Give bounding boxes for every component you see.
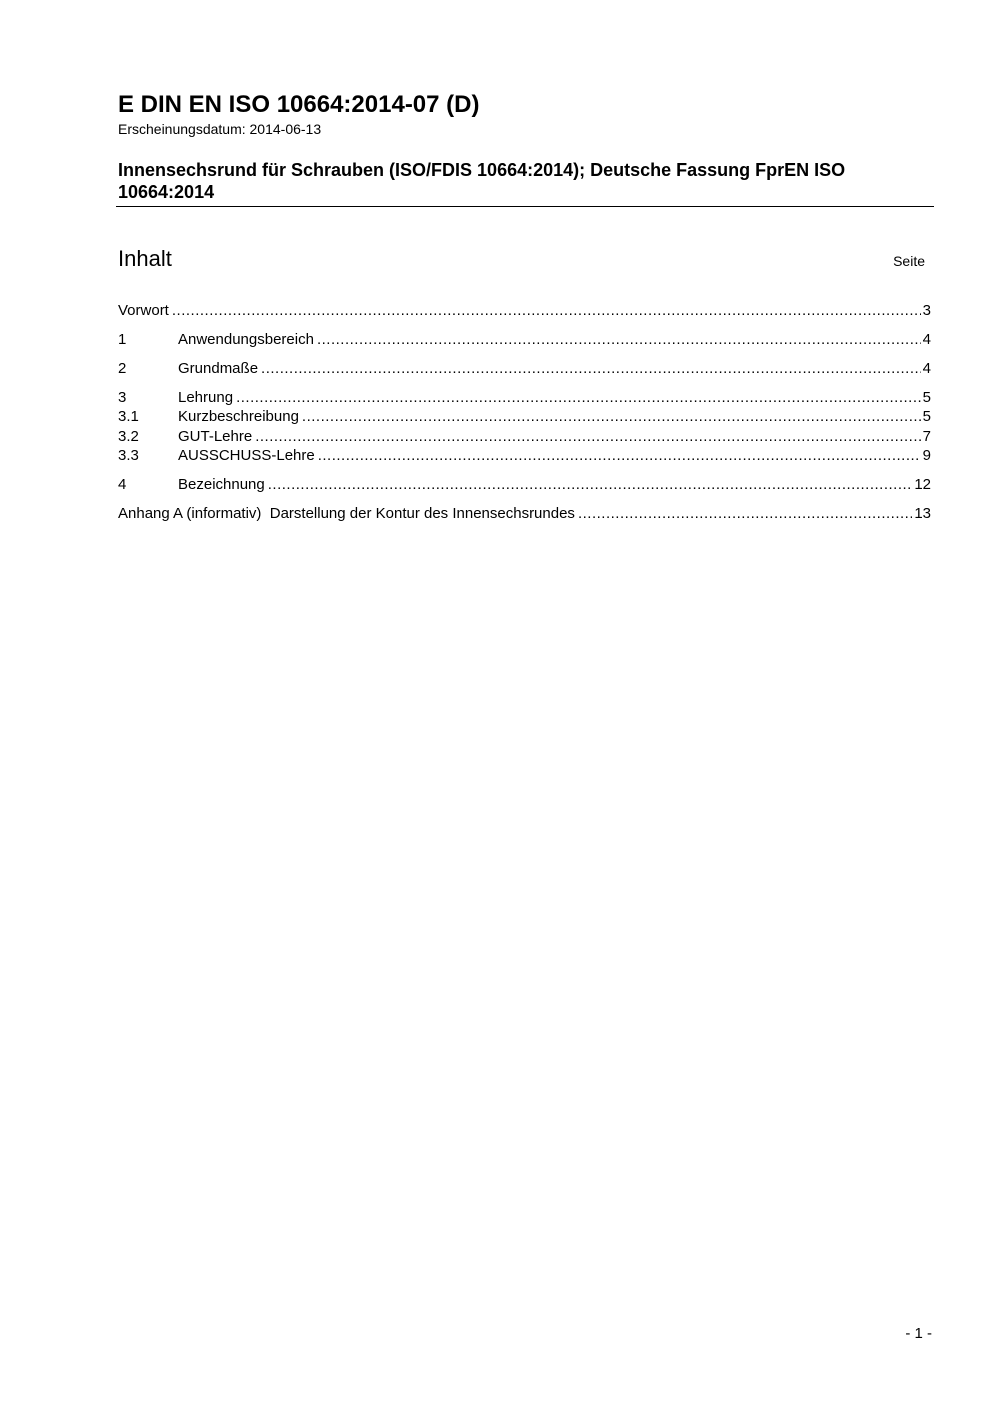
toc-page-column-heading: Seite [893,253,925,269]
toc-dot-leader [317,331,921,349]
toc-entry-page: 3 [922,302,931,319]
toc-entry-number: 3.3 [118,447,139,464]
toc-entry-page: 12 [914,476,931,493]
toc-dot-leader [261,360,921,378]
toc-entry-title: Kurzbeschreibung [178,408,299,425]
toc-dot-leader [318,447,921,465]
toc-dot-leader [255,428,920,446]
toc-entry-vorwort[interactable] [118,302,931,320]
toc-entry-page: 7 [922,428,931,445]
toc-entry-page: 13 [914,505,931,522]
toc-entry-section-3-1[interactable] [118,408,931,426]
toc-entry-title: Anhang A (informativ) Darstellung der Kontur des Innensechsrundes [118,505,575,522]
toc-entry-page: 5 [922,408,931,425]
document-title: Innensechsrund für Schrauben (ISO/FDIS 10664:2014); Deutsche Fassung FprEN ISO 10664:2014 [118,160,846,202]
document-id: E DIN EN ISO 10664:2014-07 (D) [118,91,480,118]
toc-entry-title: Grundmaße [178,360,259,377]
toc-entry-number: 2 [118,360,127,377]
toc-dot-leader [268,476,913,494]
toc-entry-section-4[interactable] [118,476,931,494]
publication-date: Erscheinungsdatum: 2014-06-13 [118,121,322,137]
toc-entry-page: 4 [922,360,931,377]
toc-entry-page: 5 [922,389,931,406]
toc-dot-leader [302,408,921,426]
toc-entry-title: AUSSCHUSS-Lehre [178,447,315,464]
toc-dot-leader [236,389,921,407]
toc-entry-number: 3 [118,389,127,406]
toc-entry-number: 3.2 [118,428,139,445]
title-divider [116,206,934,207]
toc-entry-section-2[interactable] [118,360,931,378]
toc-entry-page: 4 [922,331,931,348]
toc-entry-number: 4 [118,476,127,493]
page-number: - 1 - [905,1325,932,1342]
toc-entry-annex-a[interactable] [118,505,931,523]
toc-entry-title: Vorwort [118,302,169,319]
toc-entry-title: Anwendungsbereich [178,331,314,348]
toc-entry-section-1[interactable] [118,331,931,349]
toc-entry-title: GUT-Lehre [178,428,253,445]
toc-entry-page: 9 [922,447,931,464]
toc-dot-leader [578,505,912,523]
toc-entry-section-3[interactable] [118,389,931,407]
toc-entry-title: Lehrung [178,389,234,406]
toc-entry-section-3-3[interactable] [118,447,931,465]
toc-entry-section-3-2[interactable] [118,428,931,446]
toc-entry-number: 3.1 [118,408,139,425]
toc-heading: Inhalt [118,246,172,271]
toc-entry-number: 1 [118,331,127,348]
toc-dot-leader [172,302,921,320]
toc-entry-title: Bezeichnung [178,476,265,493]
